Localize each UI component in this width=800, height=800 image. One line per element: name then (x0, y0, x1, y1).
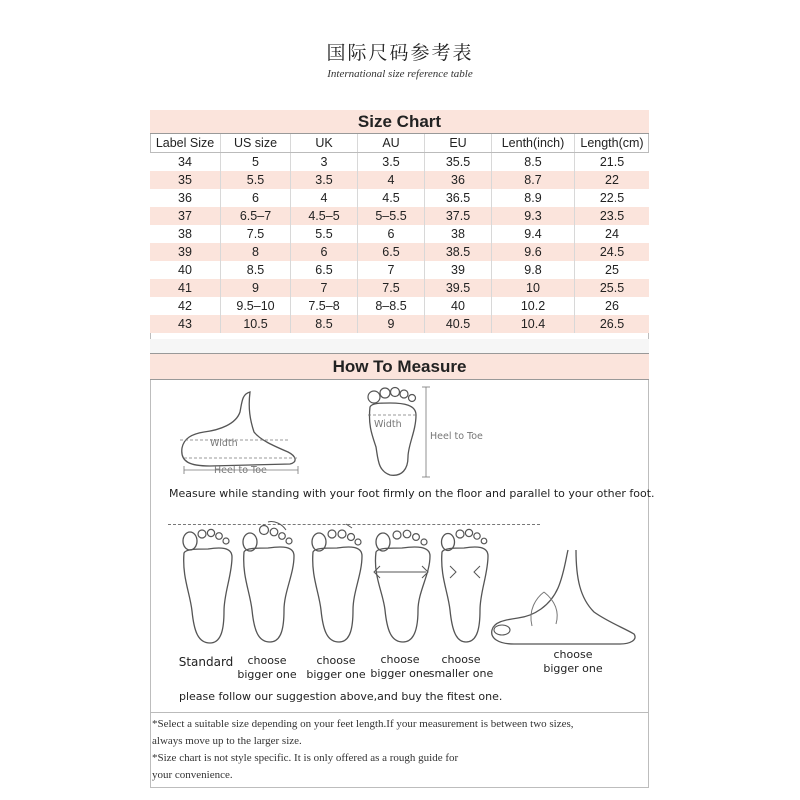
size-table-cell: 38 (178, 227, 192, 241)
size-table-cell: 7.5 (358, 279, 425, 297)
how-to-measure-title: How To Measure (150, 353, 649, 380)
size-table-cell: 36 (178, 191, 192, 205)
sole-length-label: Heel to Toe (430, 431, 483, 442)
size-table-cell: 9.8 (492, 261, 575, 279)
size-table-cell: 40.5 (425, 315, 492, 333)
note-line: your convenience. (152, 769, 233, 781)
size-table-row (150, 315, 649, 333)
foot-caption-line2: bigger one (306, 668, 366, 681)
foot-caption-line1: choose (316, 654, 356, 667)
size-table-cell: 43 (178, 317, 192, 331)
size-table-cell: 7 (291, 279, 358, 297)
col-header: UK (291, 134, 358, 153)
size-table-cell: 3.5 (291, 171, 358, 189)
size-table-cell: 9.4 (492, 225, 575, 243)
sole-width-label: Width (374, 419, 402, 430)
foot-outline-high-instep (484, 548, 644, 648)
size-table-cell: 6.5–7 (221, 207, 291, 225)
size-table-cell: 24 (575, 225, 650, 243)
size-table-cell: 3.5 (358, 153, 425, 172)
foot-caption-5 (428, 653, 494, 681)
foot-caption-line1: choose (553, 648, 593, 661)
size-table-cell: 7 (358, 261, 425, 279)
size-table-cell: 9.6 (492, 243, 575, 261)
foot-caption-3 (303, 654, 369, 682)
foot-outline-standard (178, 527, 236, 647)
side-width-label: Width (210, 438, 238, 449)
size-table-cell: 9 (221, 279, 291, 297)
size-table-row (150, 225, 649, 243)
size-table-cell: 8.9 (492, 189, 575, 207)
size-table-cell: 5 (221, 153, 291, 172)
foot-caption-line1: Standard (178, 655, 234, 669)
sole-foot-illustration (360, 385, 440, 480)
size-table-cell: 8.5 (221, 261, 291, 279)
size-table-cell: 10.4 (492, 315, 575, 333)
foot-caption-line1: choose (380, 653, 420, 666)
side-length-label: Heel to Toe (214, 465, 267, 476)
size-table-cell: 6.5 (291, 261, 358, 279)
size-table-cell: 5.5 (221, 171, 291, 189)
note-line: *Size chart is not style specific. It is only offered as a rough guide for (152, 752, 459, 764)
size-table-row (150, 261, 649, 279)
notes-divider (150, 712, 649, 713)
col-header: Label Size (150, 134, 221, 153)
size-table-cell: 5–5.5 (358, 207, 425, 225)
size-table-cell: 10 (492, 279, 575, 297)
size-table-row (150, 279, 649, 297)
section-gap (150, 339, 649, 353)
foot-outline-long-second-toe (238, 520, 298, 646)
size-table-cell: 22.5 (575, 189, 650, 207)
size-table-cell: 6.5 (358, 243, 425, 261)
size-table-cell: 39 (425, 261, 492, 279)
col-header: US size (221, 134, 291, 153)
size-table-cell: 22 (575, 171, 650, 189)
size-table-cell: 36 (425, 171, 492, 189)
size-table-cell: 3 (291, 153, 358, 172)
size-table-cell: 10.5 (221, 315, 291, 333)
size-table-cell: 26.5 (575, 315, 650, 333)
size-table-row (150, 189, 649, 207)
size-table-cell: 34 (178, 155, 192, 169)
foot-caption-line2: smaller one (428, 667, 494, 680)
size-table-cell: 8.5 (291, 315, 358, 333)
foot-caption-2 (234, 654, 300, 682)
size-table-cell: 35.5 (425, 153, 492, 172)
foot-caption-6 (538, 648, 608, 676)
size-table-cell: 10.2 (492, 297, 575, 315)
size-table-cell: 6 (358, 225, 425, 243)
size-table-cell: 5.5 (291, 225, 358, 243)
size-table-cell: 25.5 (575, 279, 650, 297)
size-table-cell: 21.5 (575, 153, 650, 172)
col-header: Lenth(inch) (492, 134, 575, 153)
size-chart-title: Size Chart (150, 110, 649, 134)
col-header: EU (425, 134, 492, 153)
page-title-en: International size reference table (327, 68, 473, 80)
foot-caption-line1: choose (247, 654, 287, 667)
size-table-cell: 4.5 (358, 189, 425, 207)
size-notes (152, 716, 642, 784)
size-table-cell: 4 (358, 171, 425, 189)
size-table-row (150, 243, 649, 261)
size-table-cell: 8.5 (492, 153, 575, 172)
size-table-cell: 4 (291, 189, 358, 207)
size-table-cell: 6 (291, 243, 358, 261)
buying-advice: please follow our suggestion above,and buy the fitest one. (179, 690, 503, 703)
size-table-row (150, 297, 649, 315)
size-table-cell: 41 (178, 281, 192, 295)
col-header: AU (358, 134, 425, 153)
size-table-cell: 8.7 (492, 171, 575, 189)
foot-outline-wide (370, 522, 434, 646)
foot-caption-line1: choose (441, 653, 481, 666)
measure-instruction: Measure while standing with your foot firmly on the floor and parallel to your other foot. (169, 487, 655, 500)
size-table-cell: 24.5 (575, 243, 650, 261)
foot-caption-line2: bigger one (543, 662, 603, 675)
size-table-header (150, 134, 649, 153)
size-table-cell: 9.5–10 (221, 297, 291, 315)
size-table-cell: 9.3 (492, 207, 575, 225)
size-table-cell: 39.5 (425, 279, 492, 297)
size-table-cell: 38.5 (425, 243, 492, 261)
foot-caption-line2: bigger one (237, 668, 297, 681)
size-table-cell: 23.5 (575, 207, 650, 225)
foot-outline-flat-toes (306, 522, 366, 646)
col-header: Length(cm) (575, 134, 650, 153)
size-table-cell: 39 (178, 245, 192, 259)
size-table-cell: 6 (221, 189, 291, 207)
size-table-cell: 7.5 (221, 225, 291, 243)
size-table-cell: 35 (178, 173, 192, 187)
size-table-cell: 37 (178, 209, 192, 223)
note-line: always move up to the larger size. (152, 735, 302, 747)
size-table-cell: 7.5–8 (291, 297, 358, 315)
size-table-cell: 26 (575, 297, 650, 315)
size-table-cell: 8 (221, 243, 291, 261)
size-table-cell: 38 (425, 225, 492, 243)
size-table-cell: 42 (178, 299, 192, 313)
size-table-cell: 9 (358, 315, 425, 333)
size-table-cell: 8–8.5 (358, 297, 425, 315)
size-table (150, 134, 649, 333)
size-table-cell: 25 (575, 261, 650, 279)
size-table-cell: 40 (178, 263, 192, 277)
foot-caption-4 (367, 653, 433, 681)
size-table-cell: 4.5–5 (291, 207, 358, 225)
foot-caption-standard (172, 655, 240, 669)
size-table-cell: 40 (425, 297, 492, 315)
size-table-row (150, 207, 649, 225)
size-table-row (150, 171, 649, 189)
note-line: *Select a suitable size depending on your feet length.If your measurement is between two sizes, (152, 718, 574, 730)
size-table-cell: 36.5 (425, 189, 492, 207)
size-table-cell: 37.5 (425, 207, 492, 225)
foot-caption-line2: bigger one (370, 667, 430, 680)
size-table-row (150, 153, 649, 172)
page-title-cn: 国际尺码参考表 (326, 42, 474, 64)
